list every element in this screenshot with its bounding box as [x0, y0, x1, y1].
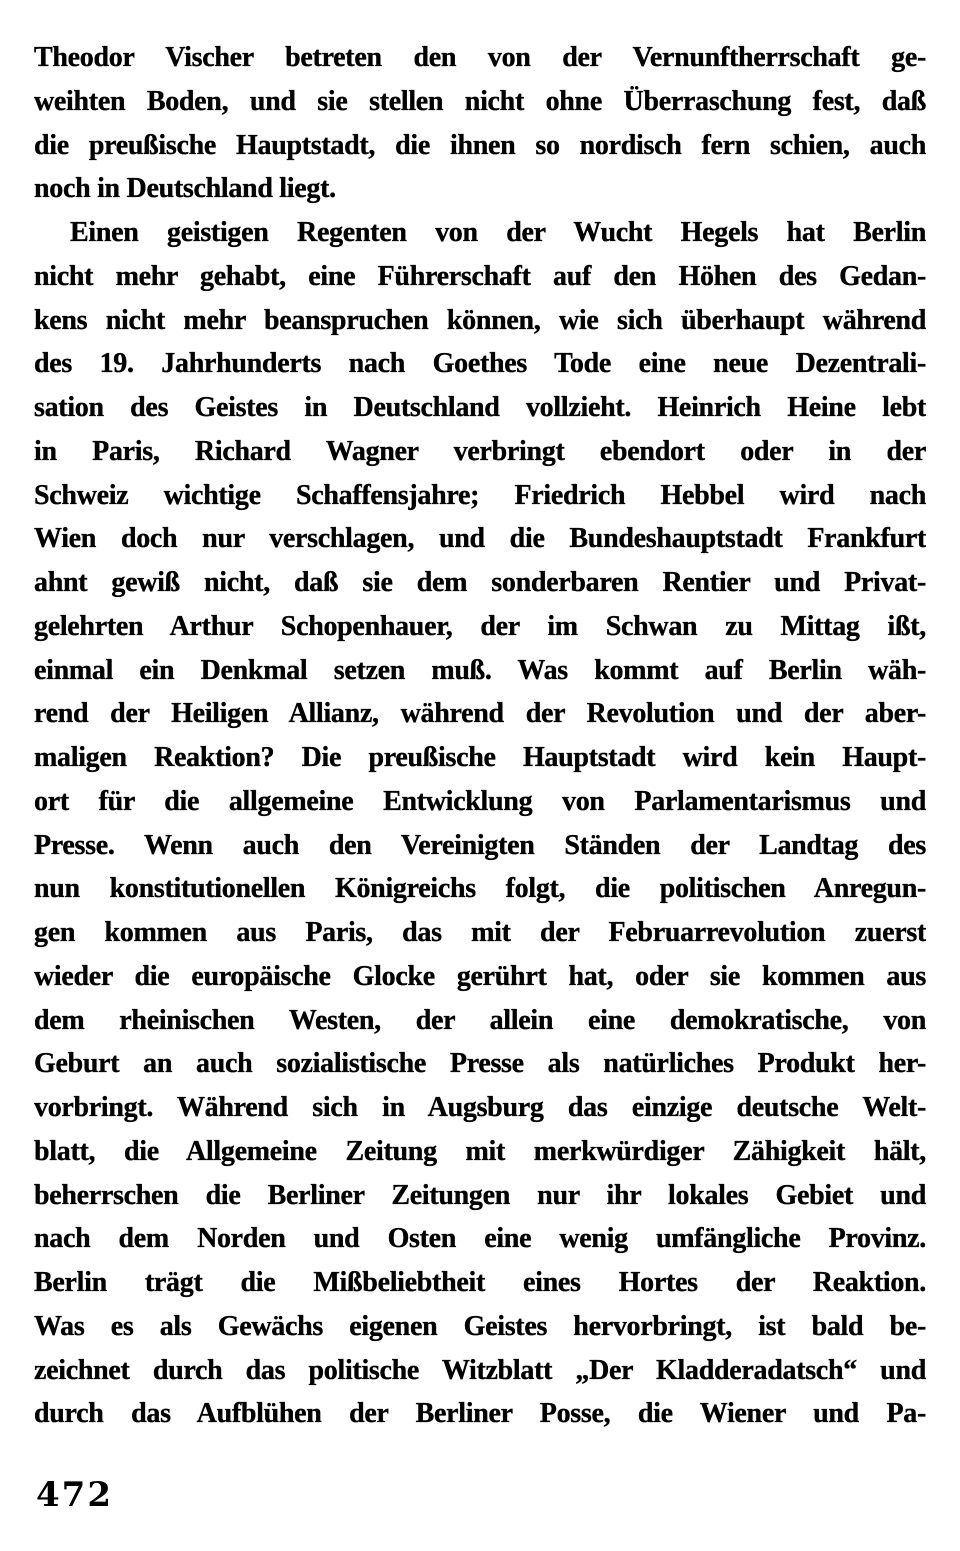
text-line: nicht mehr gehabt, eine Führerschaft auf den Höhen des Gedan-: [34, 260, 926, 292]
text-line: beherrschen die Berliner Zeitungen nur ihr lokales Gebiet und: [34, 1179, 926, 1211]
text-line: die preußische Hauptstadt, die ihnen so nordisch fern schien, auch: [34, 129, 926, 161]
text-line: noch in Deutschland liegt.: [34, 173, 336, 205]
text-line: vorbringt. Während sich in Augsburg das einzige deutsche Welt-: [34, 1092, 926, 1123]
text-line: weihten Boden, und sie stellen nicht ohne Überraschung fest, daß: [34, 85, 926, 117]
text-line: des 19. Jahrhunderts nach Goethes Tode eine neue Dezentrali-: [34, 348, 926, 380]
text-line: ort für die allgemeine Entwicklung von Parlamentarismus und: [34, 785, 926, 817]
text-line: sation des Geistes in Deutschland vollzieht. Heinrich Heine lebt: [34, 392, 926, 423]
text-line: gelehrten Arthur Schopenhauer, der im Schwan zu Mittag ißt,: [34, 610, 926, 642]
text-line: Presse. Wenn auch den Vereinigten Ständen der Landtag des: [34, 829, 926, 861]
text-line: Einen geistigen Regenten von der Wucht Hegels hat Berlin: [70, 217, 926, 248]
text-line: blatt, die Allgemeine Zeitung mit merkwürdiger Zähigkeit hält,: [34, 1135, 926, 1167]
text-line: wieder die europäische Glocke gerührt hat, oder sie kommen aus: [34, 960, 926, 992]
text-line: kens nicht mehr beanspruchen können, wie sich überhaupt während: [34, 304, 926, 336]
text-block: [34, 36, 926, 1436]
text-line: nun konstitutionellen Königreichs folgt, die politischen Anregun-: [34, 873, 926, 905]
text-line: nach dem Norden und Osten eine wenig umfängliche Provinz.: [34, 1223, 926, 1255]
text-line: in Paris, Richard Wagner verbringt ebendort oder in der: [34, 435, 926, 467]
text-line: durch das Aufblühen der Berliner Posse, die Wiener und Pa-: [34, 1398, 926, 1430]
text-line: gen kommen aus Paris, das mit der Februarrevolution zuerst: [34, 917, 926, 948]
text-line: einmal ein Denkmal setzen muß. Was kommt auf Berlin wäh-: [34, 654, 926, 686]
text-line: maligen Reaktion? Die preußische Hauptstadt wird kein Haupt-: [34, 742, 926, 773]
text-line: rend der Heiligen Allianz, während der Revolution und der aber-: [34, 698, 926, 730]
text-line: Wien doch nur verschlagen, und die Bundeshauptstadt Frankfurt: [34, 523, 926, 555]
text-line: ahnt gewiß nicht, daß sie dem sonderbaren Rentier und Privat-: [34, 567, 926, 598]
text-line: Geburt an auch sozialistische Presse als natürliches Produkt her-: [34, 1048, 926, 1080]
text-line: Was es als Gewächs eigenen Geistes hervorbringt, ist bald be-: [34, 1310, 926, 1342]
text-line: Theodor Vischer betreten den von der Vernunftherrschaft ge-: [34, 42, 926, 73]
text-line: dem rheinischen Westen, der allein eine demokratische, von: [34, 1004, 926, 1036]
page-number: 472: [36, 1475, 113, 1515]
text-line: zeichnet durch das politische Witzblatt „Der Kladderadatsch“ und: [34, 1354, 926, 1386]
text-line: Berlin trägt die Mißbeliebtheit eines Hortes der Reaktion.: [34, 1267, 926, 1298]
text-line: Schweiz wichtige Schaffensjahre; Friedrich Hebbel wird nach: [34, 479, 926, 511]
